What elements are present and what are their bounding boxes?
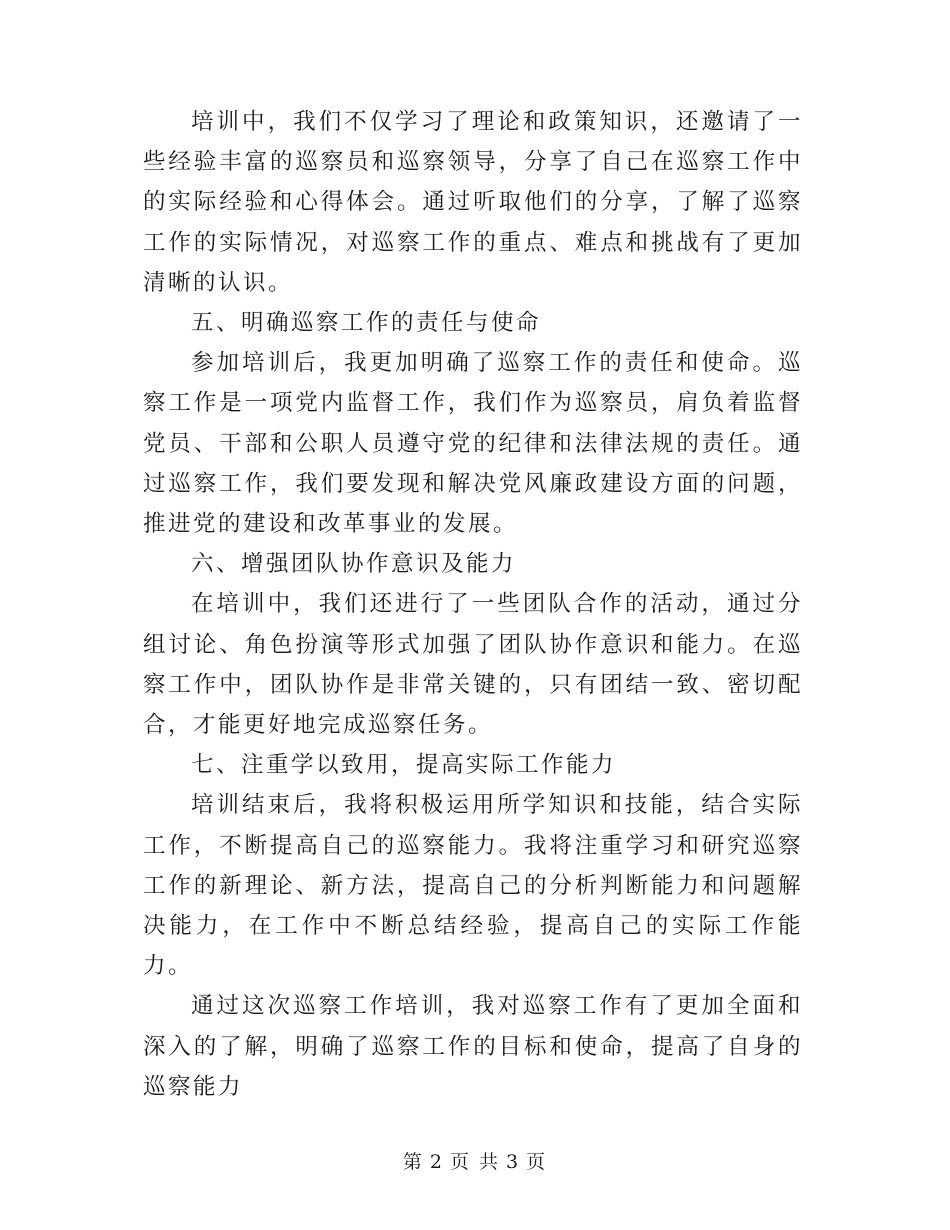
paragraph-responsibility-mission: 参加培训后，我更加明确了巡察工作的责任和使命。巡察工作是一项党内监督工作，我们作为巡察员，肩负着监督党员、干部和公职人员遵守党的纪律和法律法规的责任。通过巡察工作，我们要发现和解决党风廉政建设方面的问题，推进党的建设和改革事业的发展。 [143, 350, 803, 538]
paragraph-conclusion: 通过这次巡察工作培训，我对巡察工作有了更加全面和深入的了解，明确了巡察工作的目标和使命，提高了自身的巡察能力 [143, 993, 803, 1100]
footer-prefix: 第 [402, 1151, 424, 1173]
paragraph-apply-learning: 培训结束后，我将积极运用所学知识和技能，结合实际工作，不断提高自己的巡察能力。我将注重学习和研究巡察工作的新理论、新方法，提高自己的分析判断能力和问题解决能力，在工作中不断总结经验，提高自己的实际工作能力。 [143, 792, 803, 980]
footer-suffix: 页 [526, 1151, 548, 1173]
paragraph-training-experience: 培训中，我们不仅学习了理论和政策知识，还邀请了一些经验丰富的巡察员和巡察领导，分享了自己在巡察工作中的实际经验和心得体会。通过听取他们的分享，了解了巡察工作的实际情况，对巡察工作的重点、难点和挑战有了更加清晰的认识。 [143, 109, 803, 296]
footer-current-page: 2 [429, 1151, 444, 1173]
document-body [143, 102, 803, 1107]
section-heading-5: 五、明确巡察工作的责任与使命 [191, 310, 542, 337]
footer-total-pages: 3 [506, 1151, 521, 1173]
section-heading-6: 六、增强团队协作意识及能力 [191, 551, 517, 578]
section-heading-7: 七、注重学以致用，提高实际工作能力 [191, 752, 617, 779]
footer-middle: 页 共 [449, 1151, 501, 1173]
page-number-footer [0, 1147, 950, 1174]
paragraph-teamwork: 在培训中，我们还进行了一些团队合作的活动，通过分组讨论、角色扮演等形式加强了团队协作意识和能力。在巡察工作中，团队协作是非常关键的，只有团结一致、密切配合，才能更好地完成巡察任务。 [143, 591, 803, 739]
